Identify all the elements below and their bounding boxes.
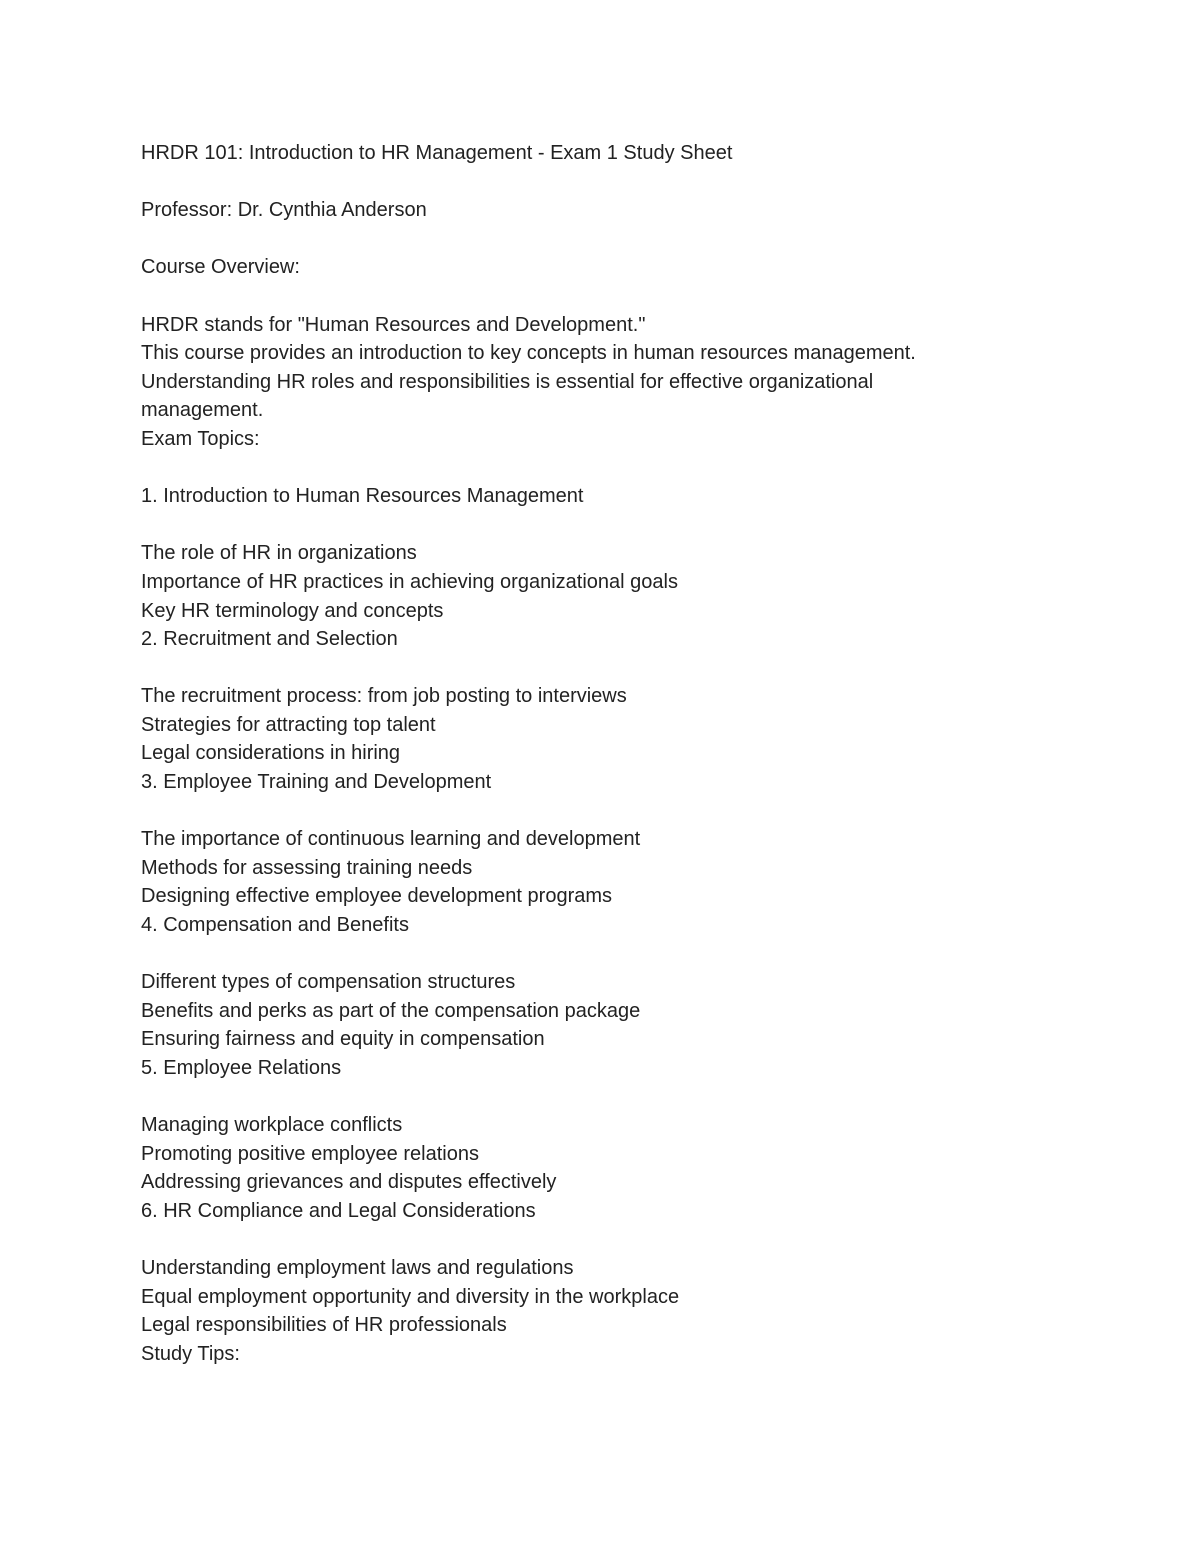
topic-point: Ensuring fairness and equity in compensation bbox=[141, 1028, 545, 1051]
topic-point: The recruitment process: from job posting to interviews bbox=[141, 685, 627, 708]
topic-point: Importance of HR practices in achieving organizational goals bbox=[141, 570, 678, 593]
document-title: HRDR 101: Introduction to HR Management - Exam 1 Study Sheet bbox=[141, 142, 733, 164]
overview-line: management. bbox=[141, 399, 264, 422]
spacer bbox=[141, 1083, 1041, 1112]
course-overview-heading: Course Overview: bbox=[141, 256, 300, 279]
topic-heading: 2. Recruitment and Selection bbox=[141, 628, 398, 651]
topic-point: Promoting positive employee relations bbox=[141, 1142, 479, 1165]
document-body bbox=[141, 139, 1041, 1369]
topic-point: Addressing grievances and disputes effectively bbox=[141, 1171, 557, 1194]
exam-topics-heading: Exam Topics: bbox=[141, 427, 260, 450]
topic-heading: 6. HR Compliance and Legal Considerations bbox=[141, 1199, 536, 1222]
topic-point: The role of HR in organizations bbox=[141, 542, 417, 565]
overview-line: HRDR stands for "Human Resources and Development." bbox=[141, 313, 646, 336]
spacer bbox=[141, 454, 1041, 483]
spacer bbox=[141, 1226, 1041, 1255]
topic-point: Designing effective employee development programs bbox=[141, 885, 613, 908]
topic-point: Key HR terminology and concepts bbox=[141, 599, 444, 622]
spacer bbox=[141, 940, 1041, 969]
topic-point: Different types of compensation structures bbox=[141, 971, 516, 994]
professor-line: Professor: Dr. Cynthia Anderson bbox=[141, 199, 427, 222]
topic-point: Strategies for attracting top talent bbox=[141, 713, 436, 736]
topic-point: Managing workplace conflicts bbox=[141, 1114, 403, 1137]
study-tips-heading: Study Tips: bbox=[141, 1342, 240, 1365]
topic-heading: 4. Compensation and Benefits bbox=[141, 914, 409, 937]
spacer bbox=[141, 168, 1041, 197]
spacer bbox=[141, 797, 1041, 826]
topic-point: Legal considerations in hiring bbox=[141, 742, 401, 765]
topic-point: Equal employment opportunity and diversity in the workplace bbox=[141, 1285, 680, 1308]
topic-point: The importance of continuous learning and development bbox=[141, 828, 641, 851]
overview-line: Understanding HR roles and responsibilities is essential for effective organizational bbox=[141, 370, 874, 393]
topic-point: Understanding employment laws and regulations bbox=[141, 1257, 574, 1280]
spacer bbox=[141, 511, 1041, 540]
topic-point: Methods for assessing training needs bbox=[141, 856, 473, 879]
spacer bbox=[141, 225, 1041, 254]
spacer bbox=[141, 654, 1041, 683]
topic-point: Benefits and perks as part of the compensation package bbox=[141, 999, 641, 1022]
topic-point: Legal responsibilities of HR professionals bbox=[141, 1314, 507, 1337]
topic-heading: 1. Introduction to Human Resources Management bbox=[141, 485, 584, 508]
overview-line: This course provides an introduction to key concepts in human resources management. bbox=[141, 342, 916, 365]
topic-heading: 5. Employee Relations bbox=[141, 1057, 342, 1079]
spacer bbox=[141, 282, 1041, 311]
topic-heading: 3. Employee Training and Development bbox=[141, 771, 492, 794]
